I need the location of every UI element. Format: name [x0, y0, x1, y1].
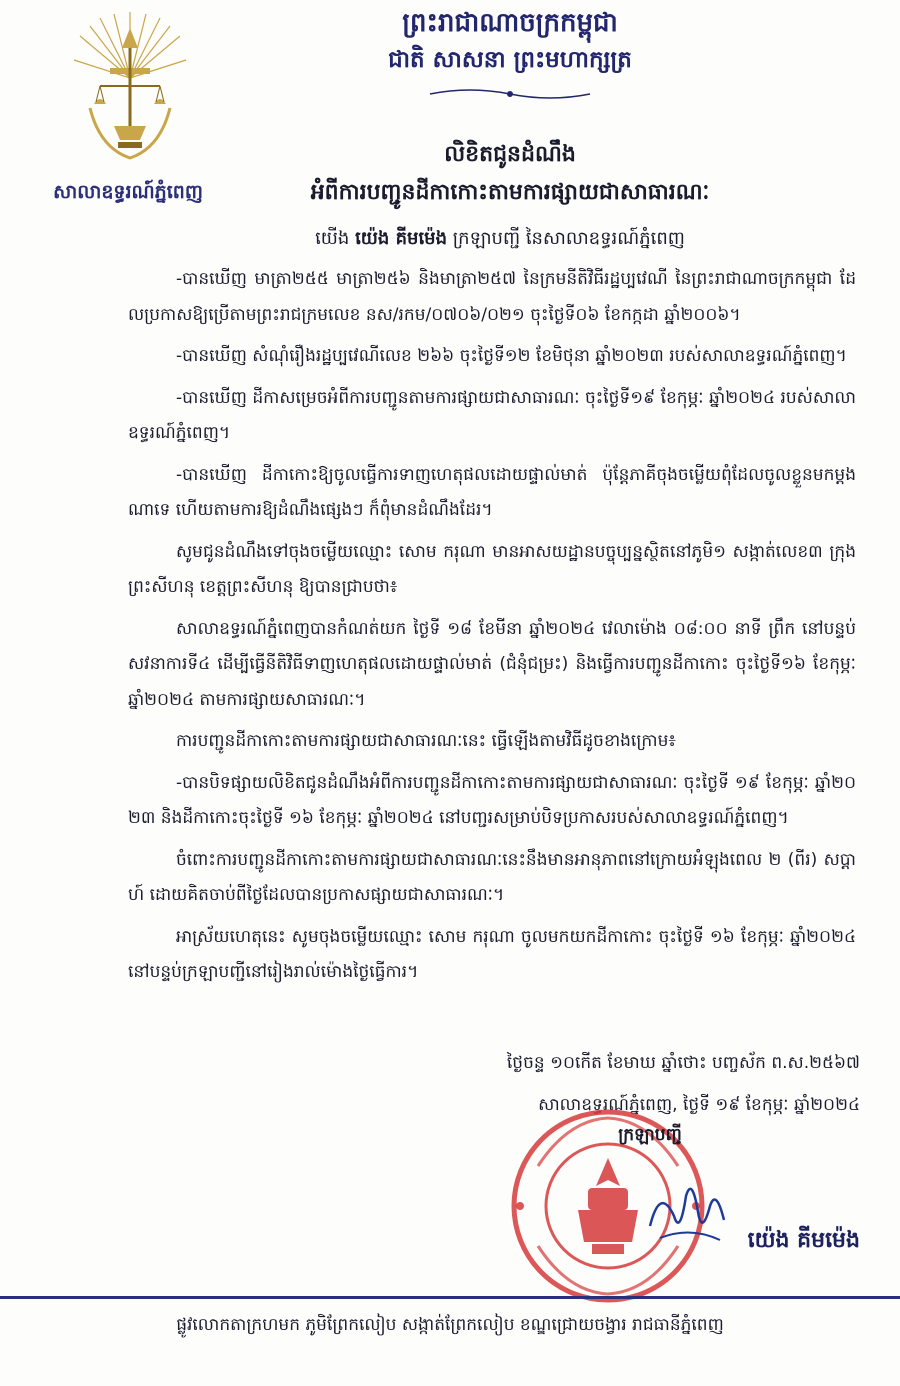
court-name: សាលាឧទ្ធរណ៍ភ្នំពេញ: [53, 181, 203, 203]
paragraph: អាស្រ័យហេតុនេះ សូមចុងចម្លើយឈ្មោះ សោម ករុណា ចូលមកយកដីកាកោះ ចុះថ្ងៃទី ១៦ ខែកុម្ភៈ ឆ្នាំ២០២៤ នៅបន្ទប់ក្រឡាបញ្ជីនៅរៀងរាល់ម៉ោងថ្ងៃធ្វើការ។: [128, 926, 856, 982]
speaker-name: យ៉េង គីមម៉េង: [355, 228, 448, 249]
ornament-divider-icon: [420, 86, 600, 102]
paragraph: ការបញ្ជូនដីកាកោះតាមការផ្សាយជាសាធារណៈនេះ ធ្វើឡើងតាមវិធីដូចខាងក្រោម៖: [176, 731, 676, 751]
paragraph: -បានបិទផ្សាយលិខិតជូនដំណឹងអំពីការបញ្ជូនដីកាកោះតាមការផ្សាយជាសាធារណៈ ចុះថ្ងៃទី ១៩ ខែកុម្ភៈ ឆ្នាំ២០២៣ និងដីកាកោះចុះថ្ងៃទី ១៦ ខែកុម្ភៈ ឆ្នាំ២០២៤ នៅបញ្ជរសម្រាប់បិទប្រកាសរបស់សាលាឧទ្ធរណ៍ភ្នំពេញ។: [128, 772, 856, 828]
kingdom-heading: ព្រះរាជាណាចក្រកម្ពុជា: [402, 8, 618, 38]
footer-divider: [0, 1296, 900, 1299]
paragraph: -បានឃើញ ដីកាសម្រេចអំពីការបញ្ជូនតាមការផ្សាយជាសាធារណៈ ចុះថ្ងៃទី១៩ ខែកុម្ភៈ ឆ្នាំ២០២៤ របស់សាលាឧទ្ធរណ៍ភ្នំពេញ។: [128, 387, 856, 443]
lunar-date: ថ្ងៃចន្ទ ១០កើត ខែមាឃ ឆ្នាំថោះ បញ្ចស័ក ព.ស.២៥៦៧: [506, 1053, 860, 1073]
speaker-suffix: ក្រឡាបញ្ជី នៃសាលាឧទ្ធរណ៍ភ្នំពេញ: [452, 228, 685, 249]
document-subtitle: អំពីការបញ្ជូនដីកាកោះតាមការផ្សាយជាសាធារណៈ: [310, 179, 710, 205]
paragraph: សាលាឧទ្ធរណ៍ភ្នំពេញបានកំណត់យក ថ្ងៃទី ១៨ ខែមីនា ឆ្នាំ២០២៤ វេលាម៉ោង ០៨:០០ នាទី ព្រឹក នៅបន្ទប់សវនាការទី៤ ដើម្បីធ្វើនីតិវិធីទាញហេតុផលដោយផ្ទាល់មាត់ (ជំនុំជម្រះ) និងធ្វើការបញ្ជូនដីកាកោះ ចុះថ្ងៃទី១៦ ខែកុម្ភៈ ឆ្នាំ២០២៤ តាមការផ្សាយសាធារណៈ។: [128, 618, 856, 710]
document-title: លិខិតជូនដំណឹង: [444, 141, 576, 167]
paragraph: -បានឃើញ សំណុំរឿងរដ្ឋប្បវេណីលេខ ២៦៦ ចុះថ្ងៃទី១២ ខែមិថុនា ឆ្នាំ២០២៣ របស់សាលាឧទ្ធរណ៍ភ្នំពេញ។: [176, 346, 847, 366]
signer-title: ក្រឡាបញ្ជី: [618, 1125, 682, 1145]
signer-name: យ៉េង គីមម៉េង: [747, 1227, 860, 1253]
paragraph: -បានឃើញ ដីកាកោះឱ្យចូលធ្វើការទាញហេតុផលដោយផ្ទាល់មាត់ ប៉ុន្តែភាគីចុងចម្លើយពុំដែលចូលខ្លួនមកម្តងណាទេ ហើយតាមការឱ្យដំណឹងផ្សេងៗ ក៏ពុំមានដំណឹងដែរ។: [128, 464, 856, 520]
paragraph: -បានឃើញ មាត្រា២៥៥ មាត្រា២៥៦ និងមាត្រា២៥៧ នៃក្រមនីតិវិធីរដ្ឋប្បវេណី នៃព្រះរាជាណាចក្រកម្ពុជា ដែលប្រកាសឱ្យប្រើតាមព្រះរាជក្រមលេខ នស/រកម/០៧០៦/០២១ ចុះថ្ងៃទី០៦ ខែកក្កដា ឆ្នាំ២០០៦។: [128, 269, 856, 325]
footer-address: ផ្លូវលោកតាក្រហមក ភូមិព្រែកលៀប សង្កាត់ព្រែកលៀប ខណ្ឌជ្រោយចង្វារ រាជធានីភ្នំពេញ: [176, 1315, 724, 1335]
national-motto: ជាតិ សាសនា ព្រះមហាក្សត្រ: [388, 46, 632, 73]
paragraph: ចំពោះការបញ្ជូនដីកាកោះតាមការផ្សាយជាសាធារណៈនេះនឹងមានអានុភាពនៅក្រោយអំឡុងពេល ២ (ពីរ) សប្តាហ៍ ដោយគិតចាប់ពីថ្ងៃដែលបានប្រកាសផ្សាយជាសាធារណៈ។: [128, 849, 856, 905]
document-body: [128, 262, 856, 997]
paragraph: សូមជូនដំណឹងទៅចុងចម្លើយឈ្មោះ សោម ករុណា មានអាសយដ្ឋានបច្ចុប្បន្នស្ថិតនៅភូមិ១ សង្កាត់លេខ៣ ក្រុងព្រះសីហនុ ខេត្តព្រះសីហនុ ឱ្យបានជ្រាបថា៖: [128, 541, 856, 597]
speaker-line: [140, 226, 860, 253]
speaker-prefix: យើង: [315, 228, 350, 249]
place-and-date: សាលាឧទ្ធរណ៍ភ្នំពេញ, ថ្ងៃទី ១៩ ខែកុម្ភៈ ឆ្នាំ២០២៤: [538, 1095, 860, 1115]
court-emblem-icon: [70, 8, 190, 168]
